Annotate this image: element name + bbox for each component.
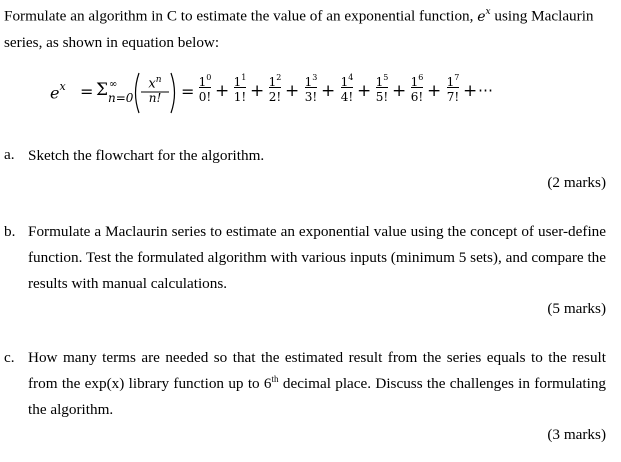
term-power: 3 bbox=[312, 73, 318, 82]
intro-text-before: Formulate an algorithm in C to estimate the value of an exponential function, bbox=[4, 7, 474, 25]
term-numerator bbox=[197, 72, 213, 87]
question-b-letter: b. bbox=[4, 223, 16, 240]
term-power: 2 bbox=[276, 73, 282, 82]
term-numerator bbox=[232, 72, 248, 87]
term-denominator: 5! bbox=[375, 90, 389, 104]
intro-text-after: using Maclaurin series, as shown in equation below: bbox=[4, 7, 594, 51]
term-denominator: 4! bbox=[340, 90, 354, 104]
plus-sign: + bbox=[321, 81, 336, 101]
term-denominator: 0! bbox=[198, 90, 212, 104]
term-denominator: 7! bbox=[446, 90, 460, 104]
question-a-marks: (2 marks) bbox=[547, 174, 606, 191]
term-power: 7 bbox=[454, 73, 460, 82]
summation-upper-limit: ∞ bbox=[109, 79, 118, 90]
plus-sign: + bbox=[215, 81, 230, 101]
series-term bbox=[409, 72, 425, 104]
ellipsis: ⋯ bbox=[478, 81, 493, 99]
question-c-marks: (3 marks) bbox=[547, 426, 606, 443]
term-numerator bbox=[267, 72, 283, 87]
term-base: 1 bbox=[304, 75, 313, 89]
term-denominator: 2! bbox=[268, 90, 282, 104]
plus-sign: + bbox=[392, 81, 407, 101]
question-a-text: Sketch the flowchart for the algorithm. bbox=[28, 147, 265, 164]
term-power: 0 bbox=[206, 73, 212, 82]
series-term bbox=[197, 72, 213, 104]
question-c-letter: c. bbox=[4, 349, 15, 366]
plus-sign: + bbox=[463, 81, 478, 101]
series-term bbox=[303, 72, 319, 104]
equation-lhs bbox=[50, 82, 66, 102]
plus-sign: + bbox=[250, 81, 265, 101]
term-denominator: 1! bbox=[233, 90, 247, 104]
series-term bbox=[267, 72, 283, 104]
term-base: 1 bbox=[233, 75, 242, 89]
maclaurin-equation bbox=[50, 68, 570, 118]
term-power: 5 bbox=[383, 73, 389, 82]
series-term bbox=[339, 72, 355, 104]
term-denominator: 6! bbox=[410, 90, 424, 104]
term-numerator bbox=[303, 72, 319, 87]
equation-equals-sign-2: = bbox=[181, 82, 195, 101]
summation-lower-limit: n=0 bbox=[108, 91, 134, 105]
series-term bbox=[445, 72, 461, 104]
series-term bbox=[374, 72, 390, 104]
intro-exponential bbox=[477, 9, 490, 25]
general-term-num-power: n bbox=[155, 75, 162, 85]
question-c-text-after: decimal place. Discuss the challenges in formulating the algorithm. bbox=[28, 375, 607, 418]
general-term bbox=[132, 70, 178, 116]
term-base: 1 bbox=[198, 75, 207, 89]
term-denominator: 3! bbox=[304, 90, 318, 104]
general-term-numerator bbox=[140, 72, 170, 92]
term-numerator bbox=[374, 72, 390, 87]
term-power: 4 bbox=[348, 73, 354, 82]
intro-paragraph bbox=[4, 1, 614, 55]
term-base: 1 bbox=[446, 75, 455, 89]
intro-exp-base: e bbox=[477, 8, 486, 25]
term-numerator bbox=[339, 72, 355, 87]
term-base: 1 bbox=[410, 75, 419, 89]
term-numerator bbox=[445, 72, 461, 87]
equation-lhs-base: e bbox=[50, 83, 60, 103]
general-term-denominator: n! bbox=[148, 91, 162, 105]
term-base: 1 bbox=[340, 75, 349, 89]
question-b-marks: (5 marks) bbox=[547, 300, 606, 317]
term-base: 1 bbox=[268, 75, 277, 89]
plus-sign: + bbox=[357, 81, 372, 101]
equation-lhs-power: x bbox=[59, 80, 66, 93]
plus-sign: + bbox=[285, 81, 300, 101]
series-term bbox=[232, 72, 248, 104]
plus-sign: + bbox=[427, 81, 442, 101]
term-power: 1 bbox=[241, 73, 247, 82]
general-term-fraction bbox=[140, 72, 170, 106]
question-b-text: Formulate a Maclaurin series to estimate an exponential value using the concept of user-define function. Test the formulated algorithm with various inputs (minimum 5 sets), and compare the results with manual calculations. bbox=[28, 223, 606, 292]
question-c-text-before: How many terms are needed so that the estimated result from the series equals to the result from the exp(x) library function up to 6 bbox=[28, 349, 606, 392]
question-a-letter: a. bbox=[4, 146, 15, 163]
term-base: 1 bbox=[375, 75, 384, 89]
term-numerator bbox=[409, 72, 425, 87]
question-c-text bbox=[28, 345, 606, 423]
summation-symbol: Σ bbox=[96, 80, 109, 100]
intro-exp-power: x bbox=[485, 7, 491, 17]
question-c-ordinal-suffix: th bbox=[271, 373, 279, 384]
term-power: 6 bbox=[418, 73, 424, 82]
general-term-num-base: x bbox=[148, 76, 156, 92]
equation-equals-sign: = bbox=[80, 82, 94, 101]
